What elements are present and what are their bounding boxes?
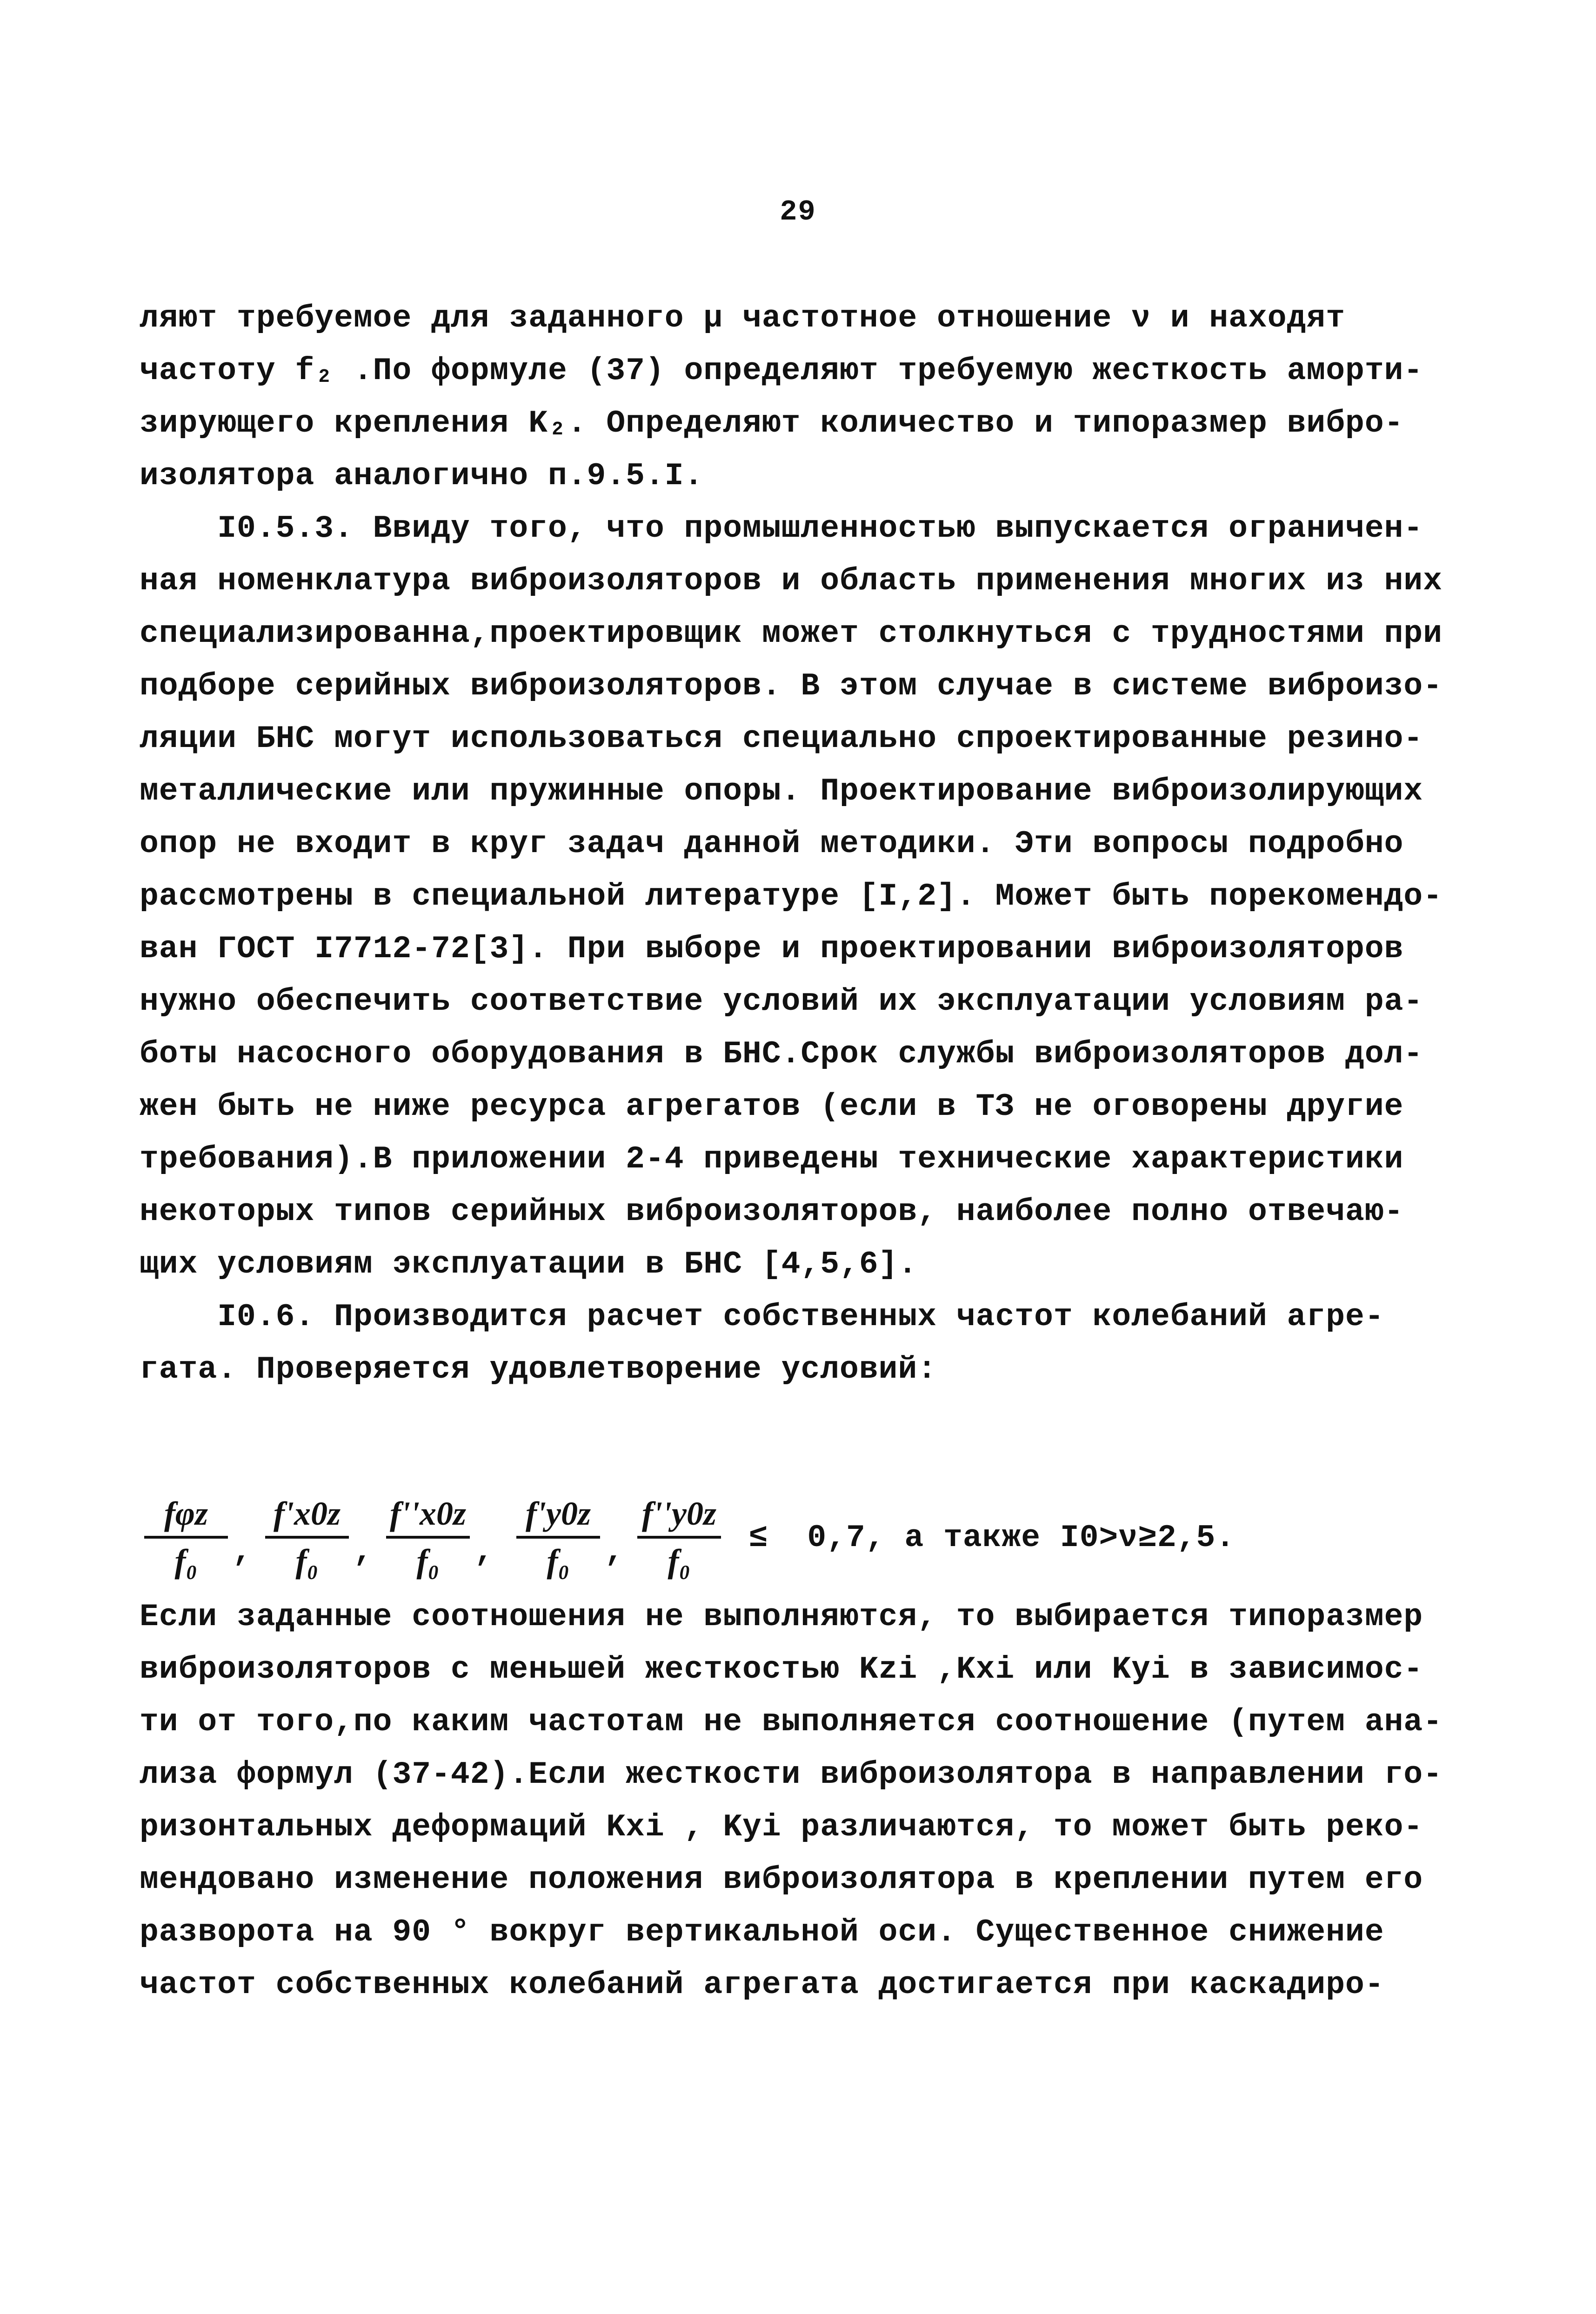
fraction-5-numerator: f''y0z [642,1495,716,1532]
comma: , [233,1534,252,1570]
fraction-5 [633,1493,726,1581]
fraction-1-numerator: fφz [164,1495,208,1532]
text-line: изолятора аналогично п.9.5.I. [140,458,704,494]
text-line: виброизоляторов с меньшей жесткостью Kzi ,Kxi или Kyi в зависимос- [140,1652,1423,1687]
text-line: частот собственных колебаний агрегата достигается при каскадиро- [140,1967,1384,2003]
page-number: 29 [780,195,816,228]
text-line: металлические или пружинные опоры. Проектирование виброизолирующих [140,774,1423,809]
text-line: специализированна,проектировщик может столкнуться с трудностями при [140,616,1443,652]
text-line: нужно обеспечить соответствие условий их эксплуатации условиям ра- [140,984,1423,1020]
text-line: ляции БНС могут использоваться специально спроектированные резино- [140,721,1423,757]
fraction-1-denominator: f₀ [174,1542,198,1580]
text-line: щих условиям эксплуатации в БНС [4,5,6]. [140,1247,918,1282]
text-line: ляют требуемое для заданного μ частотное отношение ν и находят [140,300,1346,336]
fraction-bar [516,1536,600,1539]
fraction-bar [386,1536,470,1539]
fraction-4-denominator: f₀ [547,1542,570,1580]
comma: , [605,1534,624,1570]
text-line: ная номенклатура виброизоляторов и область применения многих из них [140,563,1443,599]
fraction-4-numerator: f'y0z [526,1495,591,1532]
text-line: рассмотрены в специальной литературе [I,2]. Может быть порекомендо- [140,879,1443,914]
fraction-3-denominator: f₀ [416,1542,440,1580]
frequency-ratio-formula [140,1493,1377,1586]
text-line: частоту f₂ .По формуле (37) определяют требуемую жесткость аморти- [140,353,1423,389]
fraction-1 [140,1493,233,1581]
text-line: I0.5.3. Ввиду того, что промышленностью выпускается ограничен- [140,511,1423,547]
fraction-4 [512,1493,605,1581]
body-text-top [140,292,1443,1396]
fraction-bar [637,1536,721,1539]
text-line: ти от того,по каким частотам не выполняется соотношение (путем ана- [140,1704,1443,1740]
text-line: ризонтальных деформаций Kxi , Kyi различаются, то может быть реко- [140,1809,1423,1845]
text-line: разворота на 90 ° вокруг вертикальной оси. Существенное снижение [140,1914,1384,1950]
text-line: гата. Проверяется удовлетворение условий: [140,1352,937,1387]
text-line: жен быть не ниже ресурса агрегатов (если в ТЗ не оговорены другие [140,1089,1404,1125]
text-line: ван ГОСТ I7712-72[3]. При выборе и проектировании виброизоляторов [140,931,1404,967]
fraction-2-denominator: f₀ [295,1542,319,1580]
comma: , [354,1534,373,1570]
fraction-2-numerator: f'x0z [274,1495,341,1532]
fraction-bar [144,1536,228,1539]
text-line: подборе серийных виброизоляторов. В этом случае в системе виброизо- [140,668,1443,704]
fraction-3 [381,1493,474,1581]
fraction-3-numerator: f''x0z [389,1495,466,1532]
text-line: Если заданные соотношения не выполняются, то выбирается типоразмер [140,1599,1423,1635]
text-line: зирующего крепления K₂. Определяют количество и типоразмер вибро- [140,406,1404,441]
body-text-bottom [140,1591,1443,2011]
comma: , [474,1534,494,1570]
text-line: I0.6. Производится расчет собственных частот колебаний агре- [140,1299,1384,1335]
fraction-5-denominator: f₀ [668,1542,691,1580]
text-line: опор не входит в круг задач данной методики. Эти вопросы подробно [140,826,1404,862]
text-line: некоторых типов серийных виброизоляторов, наиболее полно отвечаю- [140,1194,1404,1230]
fraction-2 [260,1493,354,1581]
text-line: мендовано изменение положения виброизолятора в креплении путем его [140,1862,1423,1898]
fraction-bar [265,1536,349,1539]
formula-condition-text: ≤ 0,7, а также I0>ν≥2,5. [749,1520,1235,1556]
text-line: лиза формул (37-42).Если жесткости виброизолятора в направлении го- [140,1757,1443,1793]
text-line: боты насосного оборудования в БНС.Срок службы виброизоляторов дол- [140,1036,1423,1072]
text-line: требования).В приложении 2-4 приведены технические характеристики [140,1141,1404,1177]
